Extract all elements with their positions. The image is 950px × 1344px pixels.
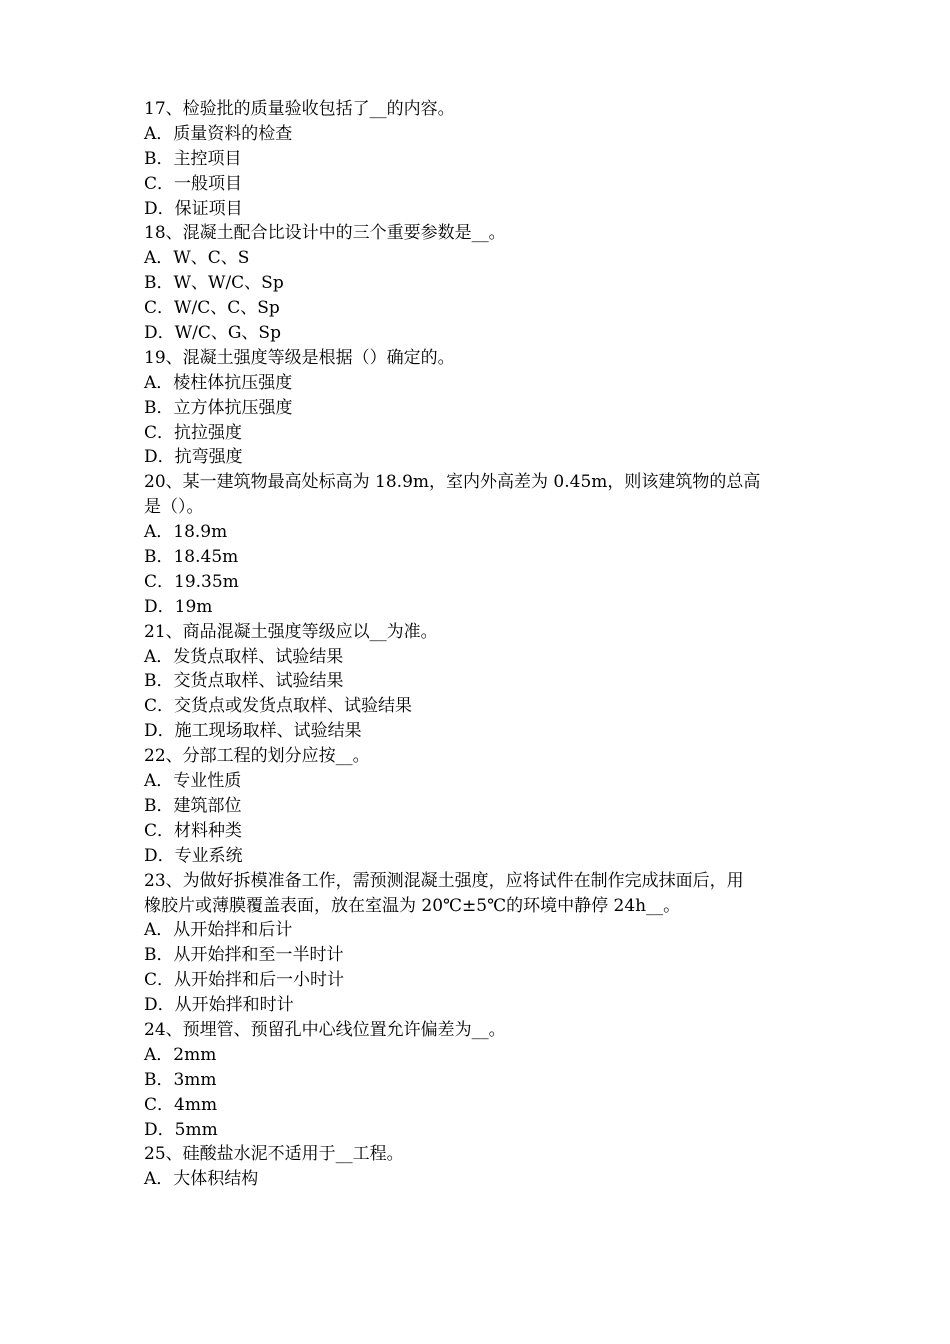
question-stem: 21、商品混凝土强度等级应以__为准。	[144, 621, 438, 642]
question-22	[144, 744, 824, 868]
option-c: C．抗拉强度	[144, 422, 243, 443]
question-stem: 19、混凝土强度等级是根据（）确定的。	[144, 347, 455, 368]
option-b: B．主控项目	[144, 148, 242, 169]
option-c: C．19.35m	[144, 571, 239, 592]
option-d: D．保证项目	[144, 198, 243, 219]
option-c: C．W/C、C、Sp	[144, 298, 280, 319]
option-a: A．棱柱体抗压强度	[144, 372, 293, 393]
option-c: C．材料种类	[144, 820, 243, 841]
option-c: C．4mm	[144, 1094, 218, 1115]
option-d: D．施工现场取样、试验结果	[144, 721, 362, 742]
option-b: B．交货点取样、试验结果	[144, 671, 344, 692]
option-d: D．专业系统	[144, 845, 243, 866]
question-stem-continued: 是（）。	[144, 497, 204, 518]
question-24	[144, 1018, 824, 1142]
option-d: D．19m	[144, 596, 213, 617]
question-stem: 25、硅酸盐水泥不适用于__工程。	[144, 1144, 404, 1165]
option-b: B．立方体抗压强度	[144, 397, 293, 418]
question-stem-continued: 橡胶片或薄膜覆盖表面，放在室温为 20℃±5℃的环境中静停 24h__。	[144, 895, 681, 916]
question-stem: 22、分部工程的划分应按__。	[144, 746, 370, 767]
option-a: A．2mm	[144, 1044, 217, 1065]
question-25	[144, 1142, 824, 1192]
option-c: C．从开始拌和后一小时计	[144, 970, 345, 991]
option-a: A．发货点取样、试验结果	[144, 646, 344, 667]
option-a: A．从开始拌和后计	[144, 920, 293, 941]
option-a: A．质量资料的检查	[144, 123, 293, 144]
option-b: B．W、W/C、Sp	[144, 273, 284, 294]
option-c: C．一般项目	[144, 173, 243, 194]
question-18	[144, 221, 824, 345]
option-a: A．W、C、S	[144, 248, 250, 269]
question-19	[144, 346, 824, 470]
question-stem: 20、某一建筑物最高处标高为 18.9m，室内外高差为 0.45m，则该建筑物的总高	[144, 472, 761, 493]
question-20	[144, 470, 824, 619]
question-stem: 23、为做好拆模准备工作，需预测混凝土强度，应将试件在制作完成抹面后，用	[144, 870, 744, 891]
option-d: D．W/C、G、Sp	[144, 323, 281, 344]
question-stem: 18、混凝土配合比设计中的三个重要参数是__。	[144, 223, 506, 244]
option-b: B．18.45m	[144, 547, 239, 568]
option-a: A．大体积结构	[144, 1169, 259, 1190]
option-a: A．18.9m	[144, 522, 228, 543]
question-stem: 17、检验批的质量验收包括了__的内容。	[144, 99, 455, 119]
question-17	[144, 97, 824, 221]
question-23	[144, 869, 824, 1018]
option-d: D．抗弯强度	[144, 447, 243, 468]
option-c: C．交货点或发货点取样、试验结果	[144, 696, 413, 717]
option-d: D．5mm	[144, 1119, 218, 1140]
option-b: B．3mm	[144, 1069, 217, 1090]
document-page	[144, 97, 824, 1192]
question-21	[144, 620, 824, 744]
option-b: B．从开始拌和至一半时计	[144, 945, 344, 966]
option-b: B．建筑部位	[144, 795, 242, 816]
question-stem: 24、预埋管、预留孔中心线位置允许偏差为__。	[144, 1019, 506, 1040]
option-a: A．专业性质	[144, 771, 242, 792]
option-d: D．从开始拌和时计	[144, 995, 294, 1016]
